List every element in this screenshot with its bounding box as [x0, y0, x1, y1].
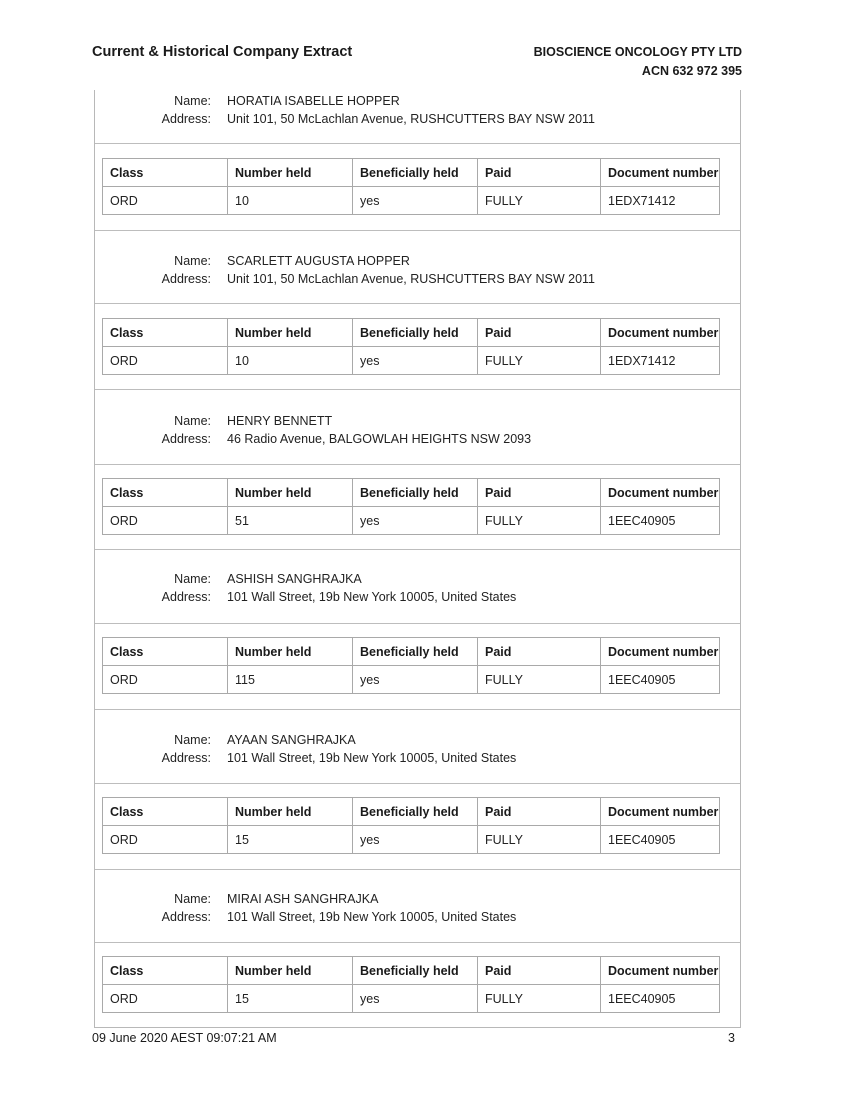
name-label: Name:	[174, 94, 211, 108]
col-class: Class	[103, 319, 228, 347]
holder-section	[95, 250, 740, 410]
table-row	[103, 507, 720, 535]
col-class: Class	[103, 159, 228, 187]
cell-beneficially-held: yes	[353, 985, 478, 1013]
table-row	[103, 666, 720, 694]
holder-info	[95, 412, 740, 448]
holder-info	[95, 570, 740, 606]
footer-timestamp: 09 June 2020 AEST 09:07:21 AM	[92, 1031, 277, 1045]
cell-class: ORD	[103, 826, 228, 854]
table-header-row	[103, 319, 720, 347]
holder-section	[95, 729, 740, 889]
cell-number-held: 15	[228, 985, 353, 1013]
cell-number-held: 15	[228, 826, 353, 854]
holding-table	[102, 956, 720, 1013]
address-label: Address:	[161, 751, 211, 765]
cell-class: ORD	[103, 985, 228, 1013]
col-beneficially-held: Beneficially held	[353, 319, 478, 347]
holder-address: Unit 101, 50 McLachlan Avenue, RUSHCUTTERS BAY NSW 2011	[227, 112, 595, 126]
cell-paid: FULLY	[478, 985, 601, 1013]
cell-paid: FULLY	[478, 187, 601, 215]
holder-name: HENRY BENNETT	[227, 414, 333, 428]
table-row	[103, 826, 720, 854]
holder-info	[95, 252, 740, 288]
address-label: Address:	[161, 272, 211, 286]
table-header-row	[103, 957, 720, 985]
cell-number-held: 115	[228, 666, 353, 694]
cell-class: ORD	[103, 187, 228, 215]
name-label: Name:	[174, 892, 211, 906]
cell-number-held: 10	[228, 347, 353, 375]
divider	[95, 143, 740, 144]
holder-address: 101 Wall Street, 19b New York 10005, United States	[227, 590, 517, 604]
col-document-number: Document number	[601, 479, 720, 507]
cell-beneficially-held: yes	[353, 826, 478, 854]
cell-document-number: 1EDX71412	[601, 347, 720, 375]
divider	[95, 783, 740, 784]
cell-document-number: 1EEC40905	[601, 985, 720, 1013]
table-row	[103, 187, 720, 215]
divider	[95, 389, 740, 390]
col-number-held: Number held	[228, 957, 353, 985]
col-beneficially-held: Beneficially held	[353, 479, 478, 507]
table-header-row	[103, 159, 720, 187]
table-header-row	[103, 798, 720, 826]
holder-section	[95, 889, 740, 1049]
divider	[95, 942, 740, 943]
cell-document-number: 1EDX71412	[601, 187, 720, 215]
col-paid: Paid	[478, 798, 601, 826]
name-label: Name:	[174, 733, 211, 747]
holder-info	[95, 731, 740, 767]
cell-document-number: 1EEC40905	[601, 826, 720, 854]
cell-class: ORD	[103, 507, 228, 535]
col-beneficially-held: Beneficially held	[353, 638, 478, 666]
address-label: Address:	[161, 112, 211, 126]
col-class: Class	[103, 638, 228, 666]
name-label: Name:	[174, 414, 211, 428]
col-paid: Paid	[478, 957, 601, 985]
address-label: Address:	[161, 432, 211, 446]
holder-address: Unit 101, 50 McLachlan Avenue, RUSHCUTTERS BAY NSW 2011	[227, 272, 595, 286]
col-document-number: Document number	[601, 957, 720, 985]
col-number-held: Number held	[228, 159, 353, 187]
cell-class: ORD	[103, 666, 228, 694]
cell-class: ORD	[103, 347, 228, 375]
holder-address: 101 Wall Street, 19b New York 10005, United States	[227, 910, 517, 924]
company-header	[534, 43, 742, 81]
col-beneficially-held: Beneficially held	[353, 798, 478, 826]
address-label: Address:	[161, 910, 211, 924]
holding-table	[102, 318, 720, 375]
cell-beneficially-held: yes	[353, 666, 478, 694]
divider	[95, 464, 740, 465]
holder-name: ASHISH SANGHRAJKA	[227, 572, 362, 586]
col-number-held: Number held	[228, 638, 353, 666]
document-title: Current & Historical Company Extract	[92, 44, 353, 60]
holder-name: AYAAN SANGHRAJKA	[227, 733, 356, 747]
address-label: Address:	[161, 590, 211, 604]
holder-name: SCARLETT AUGUSTA HOPPER	[227, 254, 410, 268]
company-name: BIOSCIENCE ONCOLOGY PTY LTD	[533, 45, 742, 59]
holding-table	[102, 797, 720, 854]
name-label: Name:	[174, 572, 211, 586]
col-paid: Paid	[478, 319, 601, 347]
col-paid: Paid	[478, 479, 601, 507]
cell-paid: FULLY	[478, 666, 601, 694]
holder-name: HORATIA ISABELLE HOPPER	[227, 94, 400, 108]
divider	[95, 303, 740, 304]
cell-beneficially-held: yes	[353, 187, 478, 215]
holder-name: MIRAI ASH SANGHRAJKA	[227, 892, 379, 906]
divider	[95, 230, 740, 231]
table-header-row	[103, 479, 720, 507]
holder-section	[95, 570, 740, 730]
col-class: Class	[103, 798, 228, 826]
divider	[95, 623, 740, 624]
col-paid: Paid	[478, 159, 601, 187]
holder-address: 101 Wall Street, 19b New York 10005, United States	[227, 751, 517, 765]
cell-beneficially-held: yes	[353, 507, 478, 535]
holder-section	[95, 90, 740, 250]
page-number: 3	[728, 1031, 735, 1045]
col-number-held: Number held	[228, 319, 353, 347]
cell-document-number: 1EEC40905	[601, 666, 720, 694]
divider	[95, 869, 740, 870]
holder-info	[95, 890, 740, 926]
col-number-held: Number held	[228, 479, 353, 507]
col-beneficially-held: Beneficially held	[353, 159, 478, 187]
holder-info	[95, 92, 740, 128]
col-document-number: Document number	[601, 798, 720, 826]
cell-paid: FULLY	[478, 347, 601, 375]
col-class: Class	[103, 479, 228, 507]
name-label: Name:	[174, 254, 211, 268]
col-document-number: Document number	[601, 319, 720, 347]
company-acn: ACN 632 972 395	[641, 64, 742, 78]
table-row	[103, 347, 720, 375]
col-beneficially-held: Beneficially held	[353, 957, 478, 985]
cell-beneficially-held: yes	[353, 347, 478, 375]
cell-number-held: 51	[228, 507, 353, 535]
holding-table	[102, 637, 720, 694]
holding-table	[102, 478, 720, 535]
divider	[95, 549, 740, 550]
divider	[95, 709, 740, 710]
col-class: Class	[103, 957, 228, 985]
col-paid: Paid	[478, 638, 601, 666]
col-number-held: Number held	[228, 798, 353, 826]
cell-document-number: 1EEC40905	[601, 507, 720, 535]
holding-table	[102, 158, 720, 215]
col-document-number: Document number	[601, 159, 720, 187]
cell-paid: FULLY	[478, 826, 601, 854]
cell-paid: FULLY	[478, 507, 601, 535]
col-document-number: Document number	[601, 638, 720, 666]
table-row	[103, 985, 720, 1013]
holder-address: 46 Radio Avenue, BALGOWLAH HEIGHTS NSW 2093	[227, 432, 532, 446]
cell-number-held: 10	[228, 187, 353, 215]
holders-frame	[94, 90, 741, 1028]
holder-section	[95, 410, 740, 570]
table-header-row	[103, 638, 720, 666]
